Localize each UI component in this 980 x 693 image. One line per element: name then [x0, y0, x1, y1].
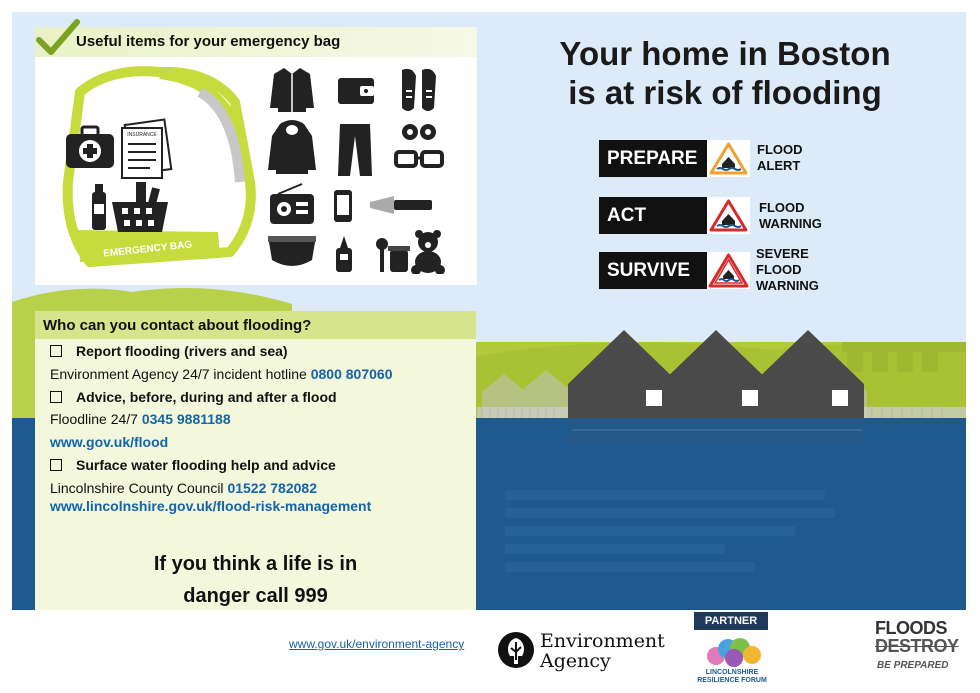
jacket-icon [270, 68, 314, 112]
glasses-icon [396, 152, 442, 166]
shoes-icon [402, 69, 436, 111]
council-number[interactable]: 01522 782082 [227, 480, 317, 496]
warning-stage-act: ACT [599, 197, 707, 234]
gov-flood-link[interactable]: www.gov.uk/flood [50, 434, 169, 450]
warning-stage-survive: SURVIVE [599, 252, 707, 289]
mobile-phone-icon [334, 190, 352, 222]
baby-bottle-icon [336, 236, 352, 272]
checkmark-icon [35, 18, 81, 58]
life-danger-line1: If you think a life is in [153, 553, 358, 575]
floods-destroy-logo: FLOODS DESTROY [875, 618, 959, 656]
environment-agency-name: Environment Agency [540, 630, 665, 672]
advice-heading: Advice, before, during and after a flood [50, 389, 337, 405]
partner-badge: PARTNER [694, 612, 768, 630]
page-title-line2: is at risk of flooding [568, 74, 882, 111]
page-title-line1: Your home in Boston [559, 35, 891, 72]
wallet-icon [338, 78, 374, 104]
ea-hotline-line: Environment Agency 24/7 incident hotline 0800 807060 [50, 366, 393, 382]
ea-hotline-number[interactable]: 0800 807060 [310, 366, 393, 382]
council-line: Lincolnshire County Council 01522 782082 [50, 480, 317, 496]
flood-alert-icon [707, 140, 750, 177]
nappy-icon [268, 236, 316, 266]
hoodie-icon [268, 120, 316, 174]
trousers-icon [338, 124, 372, 176]
bag-label: EMERGENCY BAG [102, 239, 193, 260]
council-flood-link[interactable]: www.lincolnshire.gov.uk/flood-risk-management [50, 498, 372, 514]
surface-water-heading: Surface water flooding help and advice [50, 457, 336, 473]
tape-icon [402, 124, 436, 140]
torch-icon [370, 196, 432, 214]
flood-warning-icon [707, 197, 750, 234]
environment-agency-link[interactable]: www.gov.uk/environment-agency [289, 637, 465, 651]
floodline-line: Floodline 24/7 0345 9881188 [50, 411, 231, 427]
report-heading: Report flooding (rivers and sea) [50, 343, 288, 359]
teddy-bear-icon [411, 230, 445, 274]
warning-label-flood-alert: FLOOD ALERT [757, 142, 803, 173]
environment-agency-logo-icon [496, 630, 536, 670]
warning-label-flood-warning: FLOOD WARNING [759, 200, 822, 231]
contact-title: Who can you contact about flooding? [43, 317, 312, 334]
emergency-bag-title: Useful items for your emergency bag [76, 33, 341, 50]
insurance-doc-label: INSURANCE [127, 132, 157, 138]
emergency-items-grid [262, 64, 462, 274]
checkbox-icon [50, 345, 62, 357]
checkbox-icon [50, 391, 62, 403]
warning-stage-prepare: PREPARE [599, 140, 707, 177]
faded-water-text [505, 490, 855, 580]
radio-icon [270, 184, 314, 224]
floodline-number[interactable]: 0345 9881188 [141, 411, 231, 427]
checkbox-icon [50, 459, 62, 471]
baby-food-icon [376, 238, 410, 272]
lincolnshire-resilience-forum-name: LINCOLNSHIRE RESILIENCE FORUM [697, 669, 767, 684]
severe-flood-warning-icon [707, 252, 750, 289]
be-prepared-tagline: BE PREPARED [877, 660, 949, 671]
emergency-bag-icon [50, 62, 265, 277]
lincolnshire-resilience-forum-logo-icon [704, 636, 764, 670]
life-danger-line2: danger call 999 [183, 585, 328, 607]
warning-label-severe-flood-warning: SEVERE FLOOD WARNING [756, 246, 819, 293]
